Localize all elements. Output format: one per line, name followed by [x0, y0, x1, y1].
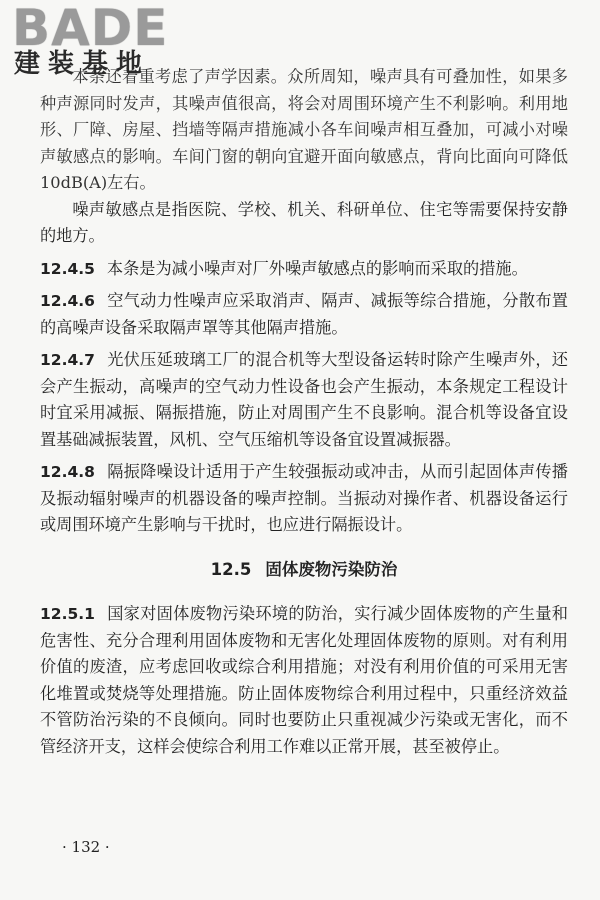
clause-text: 国家对固体废物污染环境的防治，实行减少固体废物的产生量和危害性、充分合理利用固体废物和无害化处理固体废物的原则。对有利用价值的废渣，应考虑回收或综合利用措施；对没有利用价值的可采用无害化堆置或焚烧等处理措施。防止固体废物综合利用过程中，只重经济效益不管防治污染的不良倾向。同时也要防止只重视减少污染或无害化，而不管经济开支，这样会使综合利用工作难以正常开展，甚至被停止。 [40, 604, 568, 756]
intro-paragraph-1: 本条还着重考虑了声学因素。众所周知，噪声具有可叠加性，如果多种声源同时发声，其噪声值很高，将会对周围环境产生不利影响。利用地形、厂障、房屋、挡墙等隔声措施减小各车间噪声相互叠加，可减小对噪声敏感点的影响。车间门窗的朝向宜避开面向敏感点，背向比面向可降低 10dB(A)左右。 [40, 67, 568, 192]
logo-brand-text: BADE [12, 0, 169, 57]
section-title: 固体废物污染防治 [265, 559, 398, 579]
clause-12-4-7 [40, 347, 568, 453]
clause-number: 12.4.8 [40, 463, 95, 481]
clause-number: 12.4.7 [40, 351, 95, 369]
clause-12-4-8 [40, 459, 568, 539]
clause-12-5-1 [40, 601, 568, 760]
clause-12-4-6 [40, 288, 568, 341]
clause-text: 隔振降噪设计适用于产生较强振动或冲击，从而引起固体声传播及振动辐射噪声的机器设备的噪声控制。当振动对操作者、机器设备运行或周围环境产生影响与干扰时，也应进行隔振设计。 [40, 462, 568, 534]
clause-12-4-5 [40, 256, 568, 283]
clause-text: 空气动力性噪声应采取消声、隔声、减振等综合措施，分散布置的高噪声设备采取隔声罩等其他隔声措施。 [40, 291, 568, 337]
clause-text: 光伏压延玻璃工厂的混合机等大型设备运转时除产生噪声外，还会产生振动，高噪声的空气动力性设备也会产生振动，本条规定工程设计时宜采用减振、隔振措施，防止对周围产生不良影响。混合机等设备宜设置基础减振装置，风机、空气压缩机等设备宜设置减振器。 [40, 350, 568, 449]
page-number: · 132 · [62, 838, 110, 856]
section-heading [40, 557, 568, 584]
clause-number: 12.4.5 [40, 259, 95, 278]
section-number: 12.5 [210, 559, 252, 579]
clause-text: 本条是为减小噪声对厂外噪声敏感点的影响而采取的措施。 [106, 258, 528, 278]
logo-chinese-text: 建装基地 [14, 49, 151, 79]
document-body [40, 64, 568, 760]
intro-paragraph-2: 噪声敏感点是指医院、学校、机关、科研单位、住宅等需要保持安静的地方。 [40, 199, 568, 245]
clause-number: 12.5.1 [40, 605, 95, 623]
clause-number: 12.4.6 [40, 292, 95, 310]
